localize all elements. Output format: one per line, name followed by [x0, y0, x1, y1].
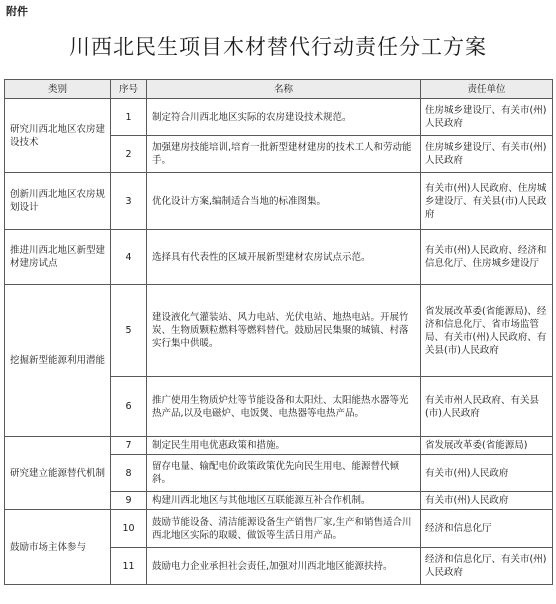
category-cell: 推进川西北地区新型建材建房试点	[5, 230, 111, 285]
header-category: 类别	[5, 80, 111, 99]
table-row	[5, 99, 553, 136]
attachment-label: 附件	[6, 5, 28, 18]
responsible-unit-cell: 有关市(州)人民政府、住房城乡建设厅、有关县(市)人民政府	[421, 173, 553, 230]
responsible-unit-cell: 有关市(州)人民政府、经济和信息化厅、住房城乡建设厅	[421, 230, 553, 285]
row-number: 8	[111, 455, 147, 492]
row-number: 4	[111, 230, 147, 285]
category-cell: 研究建立能源替代机制	[5, 437, 111, 510]
row-number: 1	[111, 99, 147, 136]
row-number: 5	[111, 285, 147, 377]
responsible-unit-cell: 住房城乡建设厅、有关市(州)人民政府	[421, 136, 553, 173]
category-cell: 挖掘新型能源利用潜能	[5, 285, 111, 437]
header-number: 序号	[111, 80, 147, 99]
header-responsible-unit: 责任单位	[421, 80, 553, 99]
row-number: 7	[111, 437, 147, 455]
category-cell: 创新川西北地区农房规划设计	[5, 173, 111, 230]
row-number: 10	[111, 510, 147, 548]
task-cell: 留存电量、输配电价政策政策优先向民生用电、能源替代倾斜。	[147, 455, 421, 492]
responsible-unit-cell: 省发展改革委(省能源局)、经济和信息化厅、省市场监管局、有关市(州)人民政府、有关县(市)人民政府	[421, 285, 553, 377]
task-cell: 制定符合川西北地区实际的农房建设技术规范。	[147, 99, 421, 136]
task-cell: 推广使用生物质炉灶等节能设备和太阳灶、太阳能热水器等光热产品,以及电磁炉、电饭煲、电热器等电热产品。	[147, 377, 421, 437]
responsible-unit-cell: 有关市(州)人民政府	[421, 492, 553, 510]
task-cell: 制定民生用电优惠政策和措施。	[147, 437, 421, 455]
responsible-unit-cell: 住房城乡建设厅、有关市(州)人民政府	[421, 99, 553, 136]
task-cell: 加强建房技能培训,培育一批新型建材建房的技术工人和劳动能手。	[147, 136, 421, 173]
table-row	[5, 437, 553, 455]
task-cell: 鼓励节能设备、清洁能源设备生产销售厂家,生产和销售适合川西北地区实际的取暖、做饭等生活日用产品。	[147, 510, 421, 548]
table-row	[5, 285, 553, 377]
task-cell: 构建川西北地区与其他地区互联能源互补合作机制。	[147, 492, 421, 510]
table-row	[5, 230, 553, 285]
task-cell: 建设液化气灌装站、风力电站、光伏电站、地热电站。开展竹炭、生物质颗粒燃料等燃料替代。鼓励居民集聚的城镇、村落实行集中供暖。	[147, 285, 421, 377]
task-cell: 选择具有代表性的区域开展新型建材农房试点示范。	[147, 230, 421, 285]
row-number: 2	[111, 136, 147, 173]
table-row	[5, 173, 553, 230]
responsibility-table	[4, 79, 553, 585]
row-number: 9	[111, 492, 147, 510]
responsible-unit-cell: 经济和信息化厅	[421, 510, 553, 548]
task-cell: 优化设计方案,编制适合当地的标准图集。	[147, 173, 421, 230]
table-row	[5, 510, 553, 548]
table-header-row	[5, 80, 553, 99]
task-cell: 鼓励电力企业承担社会责任,加强对川西北地区能源扶持。	[147, 548, 421, 585]
responsible-unit-cell: 省发展改革委(省能源局)	[421, 437, 553, 455]
row-number: 11	[111, 548, 147, 585]
row-number: 6	[111, 377, 147, 437]
row-number: 3	[111, 173, 147, 230]
responsible-unit-cell: 有关市(州)人民政府	[421, 455, 553, 492]
category-cell: 研究川西北地区农房建设技术	[5, 99, 111, 173]
header-name: 名称	[147, 80, 421, 99]
responsible-unit-cell: 经济和信息化厅、有关市(州)人民政府	[421, 548, 553, 585]
category-cell: 鼓励市场主体参与	[5, 510, 111, 585]
document-title: 川西北民生项目木材替代行动责任分工方案	[69, 35, 487, 59]
responsible-unit-cell: 有关市州人民政府、有关县(市)人民政府	[421, 377, 553, 437]
